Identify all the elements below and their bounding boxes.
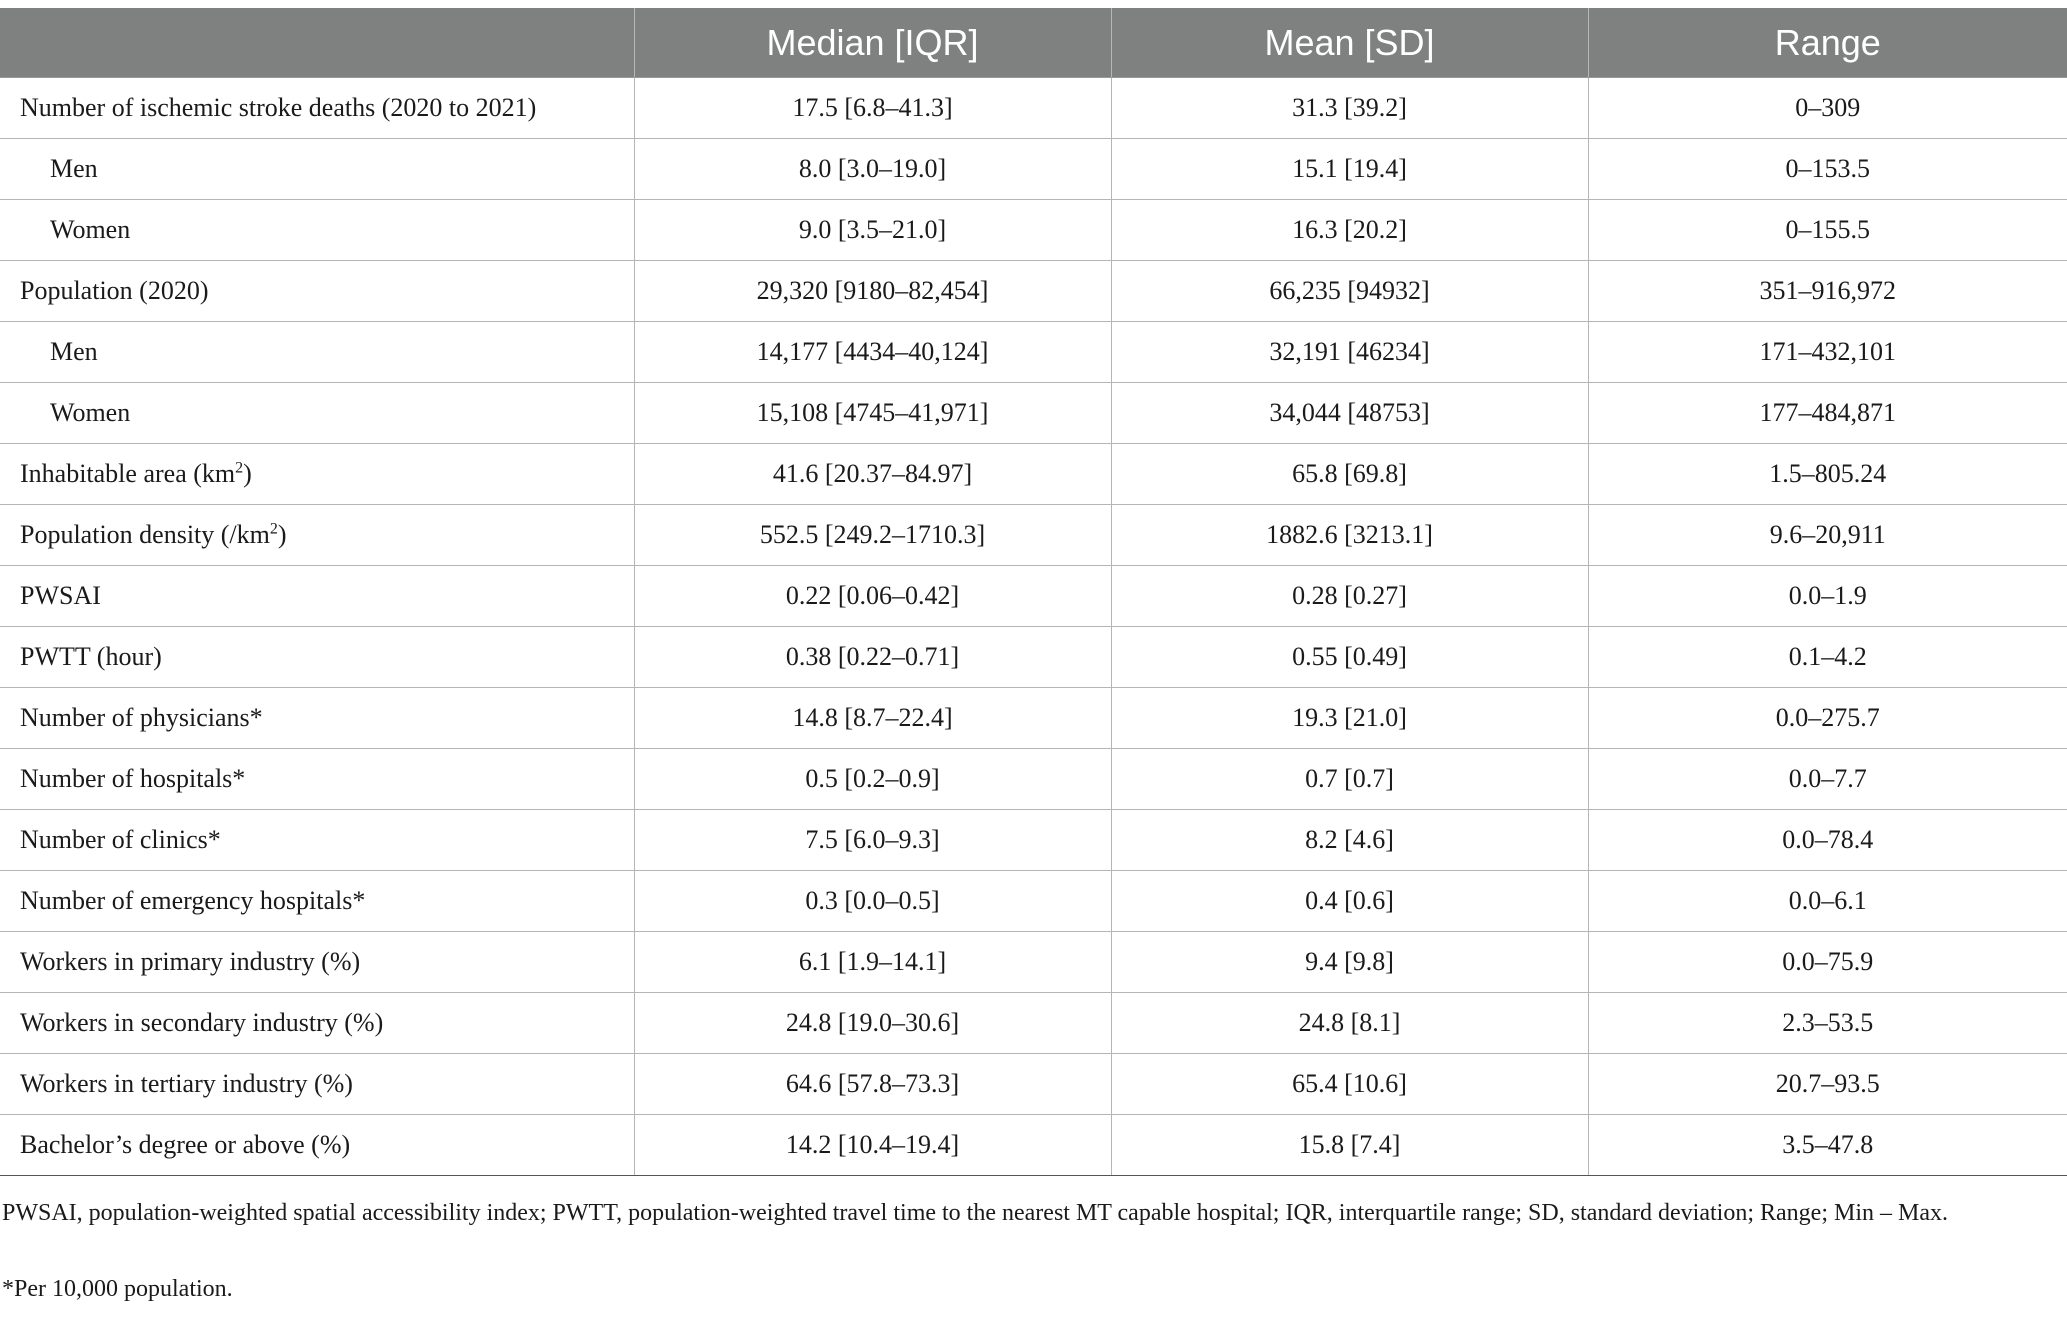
per-population-footnote: *Per 10,000 population. (2, 1276, 233, 1302)
row-label: Number of ischemic stroke deaths (2020 to 2021) (0, 78, 634, 139)
mean-cell: 65.4 [10.6] (1111, 1054, 1588, 1115)
range-cell: 0.1–4.2 (1588, 627, 2067, 688)
mean-cell: 24.8 [8.1] (1111, 993, 1588, 1054)
superscript: 2 (269, 520, 278, 538)
row-label: Number of clinics* (0, 810, 634, 871)
table-body (0, 78, 2067, 1176)
mean-cell: 15.1 [19.4] (1111, 139, 1588, 200)
table-row (0, 261, 2067, 322)
median-cell: 17.5 [6.8–41.3] (634, 78, 1111, 139)
range-cell: 2.3–53.5 (1588, 993, 2067, 1054)
row-label: Number of hospitals* (0, 749, 634, 810)
mean-cell: 1882.6 [3213.1] (1111, 505, 1588, 566)
median-cell: 552.5 [249.2–1710.3] (634, 505, 1111, 566)
median-cell: 0.22 [0.06–0.42] (634, 566, 1111, 627)
median-cell: 9.0 [3.5–21.0] (634, 200, 1111, 261)
row-label: Workers in tertiary industry (%) (0, 1054, 634, 1115)
median-cell: 7.5 [6.0–9.3] (634, 810, 1111, 871)
row-label-suffix: ) (277, 520, 287, 549)
median-cell: 6.1 [1.9–14.1] (634, 932, 1111, 993)
median-cell: 41.6 [20.37–84.97] (634, 444, 1111, 505)
abbreviations-footnote: PWSAI, population-weighted spatial accessibility index; PWTT, population-weighted travel time to the nearest MT capable hospital; IQR, interquartile range; SD, standard deviation; Range; Min – Max. (2, 1200, 1948, 1226)
header-mean-sd: Mean [SD] (1111, 8, 1588, 78)
row-label: Number of emergency hospitals* (0, 871, 634, 932)
median-cell: 0.38 [0.22–0.71] (634, 627, 1111, 688)
descriptive-statistics-table (0, 8, 2067, 1176)
row-label: Number of physicians* (0, 688, 634, 749)
mean-cell: 31.3 [39.2] (1111, 78, 1588, 139)
table-row (0, 139, 2067, 200)
median-cell: 64.6 [57.8–73.3] (634, 1054, 1111, 1115)
table-row (0, 444, 2067, 505)
mean-cell: 8.2 [4.6] (1111, 810, 1588, 871)
median-cell: 14,177 [4434–40,124] (634, 322, 1111, 383)
median-cell: 14.2 [10.4–19.4] (634, 1115, 1111, 1176)
range-cell: 0.0–78.4 (1588, 810, 2067, 871)
table-row (0, 505, 2067, 566)
superscript: 2 (235, 459, 244, 477)
mean-cell: 66,235 [94932] (1111, 261, 1588, 322)
row-label: Workers in secondary industry (%) (0, 993, 634, 1054)
row-label: PWTT (hour) (0, 627, 634, 688)
table-row (0, 932, 2067, 993)
median-cell: 8.0 [3.0–19.0] (634, 139, 1111, 200)
row-label: Women (0, 383, 634, 444)
mean-cell: 19.3 [21.0] (1111, 688, 1588, 749)
median-cell: 0.3 [0.0–0.5] (634, 871, 1111, 932)
range-cell: 0–153.5 (1588, 139, 2067, 200)
table-row (0, 1054, 2067, 1115)
row-label: Women (0, 200, 634, 261)
range-cell: 0–309 (1588, 78, 2067, 139)
mean-cell: 9.4 [9.8] (1111, 932, 1588, 993)
range-cell: 351–916,972 (1588, 261, 2067, 322)
mean-cell: 0.4 [0.6] (1111, 871, 1588, 932)
mean-cell: 0.55 [0.49] (1111, 627, 1588, 688)
range-cell: 0.0–75.9 (1588, 932, 2067, 993)
range-cell: 0.0–275.7 (1588, 688, 2067, 749)
row-label-text: Population density (/km (20, 520, 270, 549)
table-row (0, 78, 2067, 139)
table-header (0, 8, 2067, 78)
mean-cell: 16.3 [20.2] (1111, 200, 1588, 261)
table-row (0, 993, 2067, 1054)
table-row (0, 810, 2067, 871)
header-median-iqr: Median [IQR] (634, 8, 1111, 78)
row-label (0, 444, 634, 505)
mean-cell: 0.7 [0.7] (1111, 749, 1588, 810)
header-range: Range (1588, 8, 2067, 78)
range-cell: 3.5–47.8 (1588, 1115, 2067, 1176)
table-row (0, 566, 2067, 627)
mean-cell: 15.8 [7.4] (1111, 1115, 1588, 1176)
row-label: Bachelor’s degree or above (%) (0, 1115, 634, 1176)
mean-cell: 0.28 [0.27] (1111, 566, 1588, 627)
table-row (0, 200, 2067, 261)
median-cell: 14.8 [8.7–22.4] (634, 688, 1111, 749)
range-cell: 9.6–20,911 (1588, 505, 2067, 566)
table-row (0, 383, 2067, 444)
median-cell: 24.8 [19.0–30.6] (634, 993, 1111, 1054)
row-label: Workers in primary industry (%) (0, 932, 634, 993)
row-label: Men (0, 139, 634, 200)
range-cell: 0–155.5 (1588, 200, 2067, 261)
table-row (0, 627, 2067, 688)
range-cell: 177–484,871 (1588, 383, 2067, 444)
range-cell: 20.7–93.5 (1588, 1054, 2067, 1115)
range-cell: 0.0–6.1 (1588, 871, 2067, 932)
table-row (0, 1115, 2067, 1176)
row-label-suffix: ) (243, 459, 252, 488)
row-label: Population (2020) (0, 261, 634, 322)
table-row (0, 749, 2067, 810)
range-cell: 0.0–7.7 (1588, 749, 2067, 810)
row-label (0, 505, 634, 566)
header-row (0, 8, 2067, 78)
median-cell: 15,108 [4745–41,971] (634, 383, 1111, 444)
median-cell: 29,320 [9180–82,454] (634, 261, 1111, 322)
header-variable (0, 8, 634, 78)
row-label: Men (0, 322, 634, 383)
table-row (0, 688, 2067, 749)
table-row (0, 322, 2067, 383)
row-label: PWSAI (0, 566, 634, 627)
range-cell: 171–432,101 (1588, 322, 2067, 383)
range-cell: 0.0–1.9 (1588, 566, 2067, 627)
mean-cell: 32,191 [46234] (1111, 322, 1588, 383)
median-cell: 0.5 [0.2–0.9] (634, 749, 1111, 810)
table-row (0, 871, 2067, 932)
row-label-text: Inhabitable area (km (20, 459, 236, 488)
mean-cell: 65.8 [69.8] (1111, 444, 1588, 505)
range-cell: 1.5–805.24 (1588, 444, 2067, 505)
mean-cell: 34,044 [48753] (1111, 383, 1588, 444)
